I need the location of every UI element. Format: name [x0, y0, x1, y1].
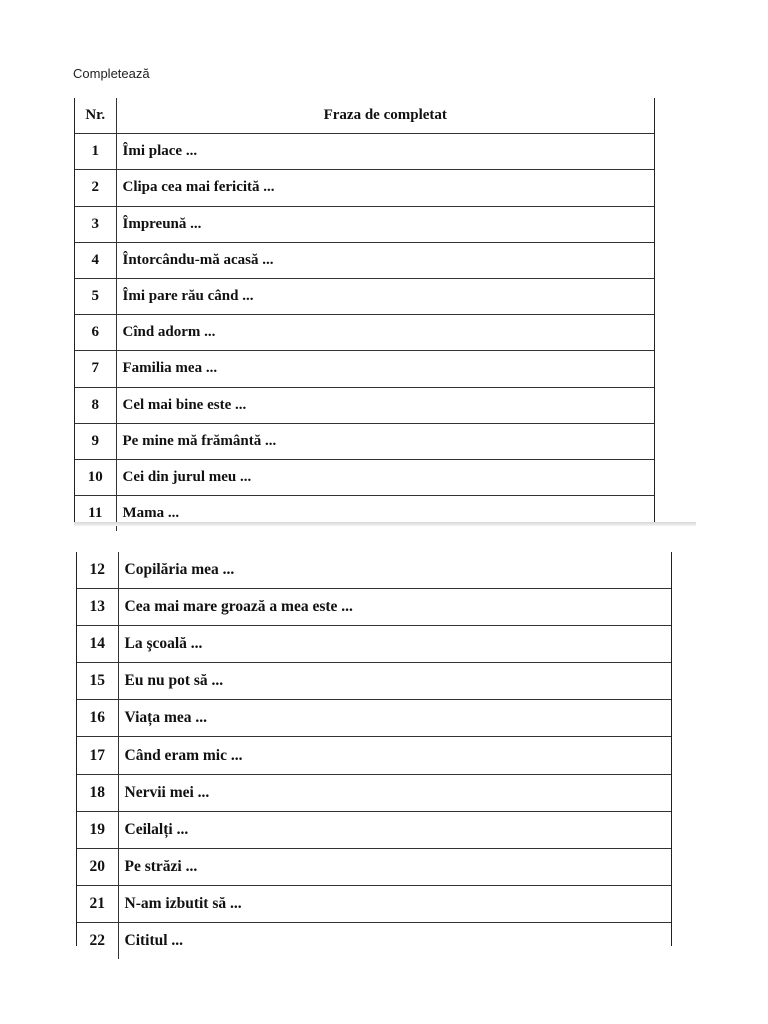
row-phrase: Ceilalți ... [118, 811, 671, 848]
row-number: 22 [77, 922, 118, 959]
row-number: 12 [77, 552, 118, 589]
row-phrase: Pe străzi ... [118, 848, 671, 885]
row-number: 18 [77, 774, 118, 811]
table-row [77, 700, 671, 737]
row-phrase: La şcoală ... [118, 626, 671, 663]
page-heading: Completează [73, 66, 150, 81]
table-row [75, 459, 654, 495]
table-row [77, 848, 671, 885]
row-number: 11 [75, 496, 116, 532]
header-nr: Nr. [75, 98, 116, 134]
table-row [75, 387, 654, 423]
row-phrase: Viața mea ... [118, 700, 671, 737]
table-row [75, 170, 654, 206]
table-row [75, 423, 654, 459]
row-phrase: Întorcându-mă acasă ... [116, 242, 654, 278]
row-phrase: Eu nu pot să ... [118, 663, 671, 700]
table-row [77, 737, 671, 774]
table-row [77, 552, 671, 589]
row-number: 14 [77, 626, 118, 663]
row-phrase: Cel mai bine este ... [116, 387, 654, 423]
table-row [75, 242, 654, 278]
row-phrase: Copilăria mea ... [118, 552, 671, 589]
row-phrase: Nervii mei ... [118, 774, 671, 811]
row-number: 5 [75, 278, 116, 314]
row-number: 4 [75, 242, 116, 278]
table-row [75, 278, 654, 314]
row-number: 8 [75, 387, 116, 423]
page-break-shadow [74, 522, 696, 526]
table-header-row [75, 98, 654, 134]
row-number: 19 [77, 811, 118, 848]
row-number: 9 [75, 423, 116, 459]
table-row [75, 206, 654, 242]
row-number: 20 [77, 848, 118, 885]
row-phrase: Când eram mic ... [118, 737, 671, 774]
row-number: 15 [77, 663, 118, 700]
table-row [77, 885, 671, 922]
row-phrase: Îmi place ... [116, 134, 654, 170]
sentence-table-1 [75, 98, 654, 531]
row-number: 1 [75, 134, 116, 170]
row-phrase: Cînd adorm ... [116, 315, 654, 351]
row-number: 7 [75, 351, 116, 387]
row-number: 17 [77, 737, 118, 774]
table-row [77, 589, 671, 626]
header-phrase: Fraza de completat [116, 98, 654, 134]
row-number: 6 [75, 315, 116, 351]
row-phrase: N-am izbutit să ... [118, 885, 671, 922]
table-row [75, 351, 654, 387]
row-number: 16 [77, 700, 118, 737]
row-phrase: Cei din jurul meu ... [116, 459, 654, 495]
table-row [75, 315, 654, 351]
table-row [77, 626, 671, 663]
table-row [77, 811, 671, 848]
row-phrase: Împreună ... [116, 206, 654, 242]
table-row [77, 922, 671, 959]
row-phrase: Cititul ... [124, 931, 184, 949]
row-phrase: Mama ... [122, 505, 180, 522]
row-phrase: Familia mea ... [116, 351, 654, 387]
row-phrase: Clipa cea mai fericită ... [116, 170, 654, 206]
table-row [77, 774, 671, 811]
row-phrase: Cea mai mare groază a mea este ... [118, 589, 671, 626]
row-number: 3 [75, 206, 116, 242]
table-row [75, 134, 654, 170]
row-number: 13 [77, 589, 118, 626]
sentence-table-2 [77, 552, 671, 959]
row-number: 10 [75, 459, 116, 495]
row-phrase: Îmi pare rău când ... [116, 278, 654, 314]
row-phrase: Pe mine mă frământă ... [116, 423, 654, 459]
row-number: 21 [77, 885, 118, 922]
table-fragment-2 [76, 552, 672, 949]
table-row [77, 663, 671, 700]
row-number: 2 [75, 170, 116, 206]
table-fragment-1 [74, 98, 655, 524]
